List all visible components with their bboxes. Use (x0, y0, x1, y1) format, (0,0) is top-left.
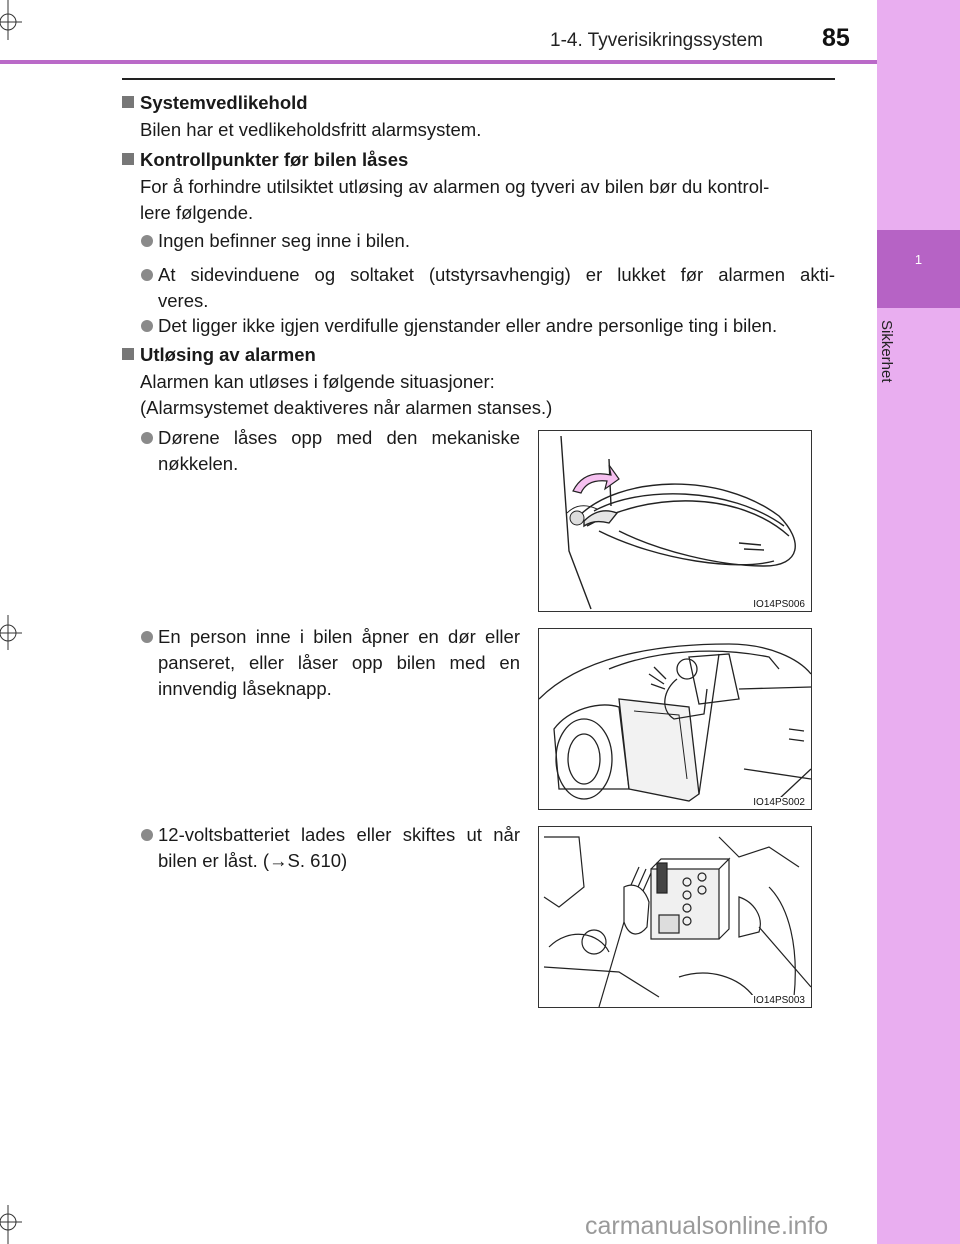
triggering-intro: Alarmen kan utløses i følgende situasjoner: (Alarmsystemet deaktiveres når alarmen stanses.) (140, 371, 553, 418)
checkpoints-intro: For å forhindre utilsiktet utløsing av alarmen og tyveri av bilen bør du kontrol- lere følgende. (140, 176, 770, 223)
section-divider (122, 78, 835, 80)
watermark: carmanualsonline.info (585, 1212, 829, 1240)
battery-illustration (539, 827, 811, 1007)
figure-code: IO14PS002 (753, 797, 805, 808)
round-bullet-icon (141, 320, 153, 332)
square-bullet-icon (122, 96, 134, 108)
round-bullet-icon (141, 432, 153, 444)
system-maintenance-text: Bilen har et vedlikeholdsfritt alarmsystem. (140, 119, 482, 140)
open-door-illustration (539, 629, 811, 809)
square-bullet-icon (122, 348, 134, 360)
trigger-item-1: Dørene låses opp med den mekaniske nøkkelen. (158, 427, 520, 474)
figure-code: IO14PS006 (753, 599, 805, 610)
chapter-tab-active (877, 230, 960, 308)
checkpoint-bullet-3: Det ligger ikke igjen verdifulle gjenstander eller andre personlige ting i bilen. (158, 315, 778, 336)
figure-door-handle-key (538, 430, 812, 612)
heading-checkpoints: Kontrollpunkter før bilen låses (122, 147, 408, 173)
trigger-item-2: En person inne i bilen åpner en dør eller panseret, eller låser opp bilen med en innvendig låseknapp. (158, 626, 520, 699)
heading-triggering: Utløsing av alarmen (122, 342, 316, 368)
page-reference-link[interactable]: S. 610) (287, 850, 348, 871)
chapter-tab (877, 0, 960, 1244)
checkpoint-bullet-2: At sidevinduene og soltaket (utstyrsavhengig) er lukket før alarmen akti- veres. (158, 264, 835, 311)
header-rule (0, 60, 877, 64)
square-bullet-icon (122, 153, 134, 165)
round-bullet-icon (141, 235, 153, 247)
trigger-item-3: 12-voltsbatteriet lades eller skiftes ut når bilen er låst. (→S. 610) (158, 824, 520, 871)
header-section-title: 1-4. Tyverisikringssystem (550, 30, 763, 51)
round-bullet-icon (141, 631, 153, 643)
figure-open-door (538, 628, 812, 810)
chapter-label: Sikkerhet (878, 320, 895, 383)
round-bullet-icon (141, 269, 153, 281)
reference-arrow-icon: → (269, 850, 288, 871)
checkpoint-bullet-1: Ingen befinner seg inne i bilen. (158, 230, 410, 251)
chapter-number: 1 (914, 252, 923, 267)
page-number: 85 (822, 24, 850, 52)
heading-system-maintenance: Systemvedlikehold (122, 90, 308, 116)
round-bullet-icon (141, 829, 153, 841)
door-handle-illustration (539, 431, 811, 611)
figure-code: IO14PS003 (753, 995, 805, 1006)
figure-battery (538, 826, 812, 1008)
